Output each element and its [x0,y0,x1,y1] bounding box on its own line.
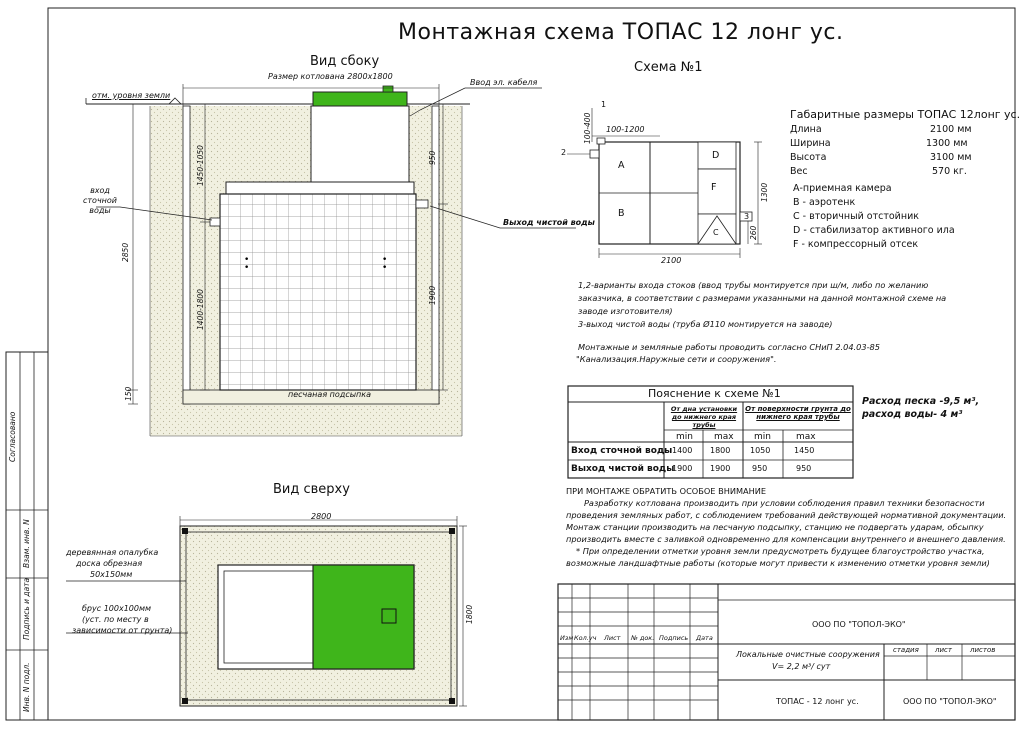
note-line-4: 3-выход чистой воды (труба Ø110 монтируется на заводе) [578,319,833,329]
formwork-line-1: деревянная опалубка [66,548,159,557]
side-view [86,84,576,436]
row-outlet-v2: 1900 [710,464,731,473]
scheme-dim-260: 260 [749,225,758,240]
note-line-6: "Канализация.Наружные сети и сооружения". [576,354,777,364]
beam-line-1: брус 100х100мм [82,604,152,613]
attention-p6: возможные ландшафтные работы (которые могут привести к изменению отметки уровня земли) [566,558,990,568]
dim-1400-1800: 1400-1800 [196,289,205,330]
stamp-header-sign: Подпись [659,634,689,642]
dim-950: 950 [428,150,437,165]
spec-name-height: Высота [790,152,827,163]
explain-table-title: Пояснение к схеме №1 [648,387,781,400]
clean-outlet-label: Выход чистой воды [503,218,595,227]
row-outlet-v4: 950 [796,464,812,473]
beam-line-3: зависимости от грунта) [72,626,173,635]
flow-sand: Расход песка -9,5 м³, [862,396,980,407]
explain-group-2: От поверхности грунта до нижнего края трубы [745,405,851,421]
stamp-header-date: Дата [696,634,713,642]
scheme-dim-1300: 1300 [760,182,769,202]
stamp-header-doc: № док. [631,634,655,642]
legend-b: В - аэротенк [793,197,856,208]
top-dim-1800: 1800 [465,604,474,624]
row-outlet-label: Выход чистой воды [571,464,675,474]
side-stamp-agreed: Согласовано [8,411,17,462]
ground-mark-label: отм. уровня земли [92,91,171,100]
stamp-header-izm: Изм [560,634,574,642]
stamp-stage: стадия [893,646,919,654]
top-green-lid [313,565,414,669]
beam-line-2: (уст. по месту в [82,615,149,624]
tank-body-side [220,194,416,390]
stamp-work-line-2: V= 2,2 м³/ сут [772,662,831,671]
sub-min-1: min [676,432,693,442]
spec-value-height: 3100 мм [930,152,972,163]
formwork-line-3: 50х150мм [90,570,133,579]
svg-text:•: • [382,255,388,265]
tank-neck [311,106,409,182]
page-title: Монтажная схема ТОПАС 12 лонг ус. [398,20,844,45]
stamp-header-kol: Кол.уч [574,634,597,642]
row-inlet-v2: 1800 [710,446,731,455]
compartment-c: C [713,228,719,237]
compartment-f: F [711,182,717,193]
scheme-label-3: 3 [744,212,750,221]
scheme-label-1: 1 [601,100,607,109]
scheme-dim-2100: 2100 [661,256,682,265]
dim-1450-1050: 1450-1050 [196,145,205,186]
compartment-a: A [618,160,625,171]
attention-p5: * При определении отметки уровня земли предусмотреть будущее благоустройство участка, [576,546,985,556]
row-outlet-v1: 1900 [672,464,693,473]
scheme-heading: Схема №1 [634,60,703,75]
note-line-5: Монтажные и земляные работы проводить согласно СНиП 2.04.03-85 [578,342,880,352]
legend-c: С - вторичный отстойник [793,211,919,222]
row-inlet-label: Вход сточной воды [571,446,673,456]
attention-p4: производить вместе с заливкой одновременно для компенсации внутреннего и внешнего давления. [566,534,1006,544]
spec-name-weight: Вес [790,166,808,177]
sand-bed-label: песчаная подсыпка [288,390,372,399]
stamp-work-line-1: Локальные очистные сооружения [736,650,880,659]
flow-water: расход воды- 4 м³ [862,409,963,420]
spec-value-weight: 570 кг. [932,166,967,177]
row-inlet-v1: 1400 [672,446,693,455]
spec-value-width: 1300 мм [926,138,968,149]
row-inlet-v3: 1050 [750,446,771,455]
spec-name-width: Ширина [790,138,831,149]
inlet-pipe [210,218,220,226]
compartment-d: D [712,150,720,161]
cable-inlet-label: Ввод эл. кабеля [470,78,538,87]
compartment-b: B [618,208,625,219]
tank-lid [313,92,407,106]
top-view-heading: Вид сверху [273,482,350,497]
sewage-inlet-label: вход сточной воды [82,186,117,215]
stamp-org: ООО ПО "ТОПОЛ-ЭКО" [812,620,906,629]
side-stamp-inv-replace: Взам. инв. N [22,519,31,568]
formwork-line-2: доска обрезная [76,559,143,568]
stamp-sheet: лист [935,646,952,654]
svg-text:•: • [382,263,388,273]
row-inlet-v4: 1450 [794,446,815,455]
spec-name-length: Длина [790,124,822,135]
sub-max-2: max [796,432,816,442]
svg-text:•: • [244,255,250,265]
stamp-sheets: листов [970,646,996,654]
sub-max-1: max [714,432,734,442]
scheme-1 [567,108,762,258]
legend-a: А-приемная камера [793,183,892,194]
outlet-pipe [416,200,428,208]
pit-size-label: Размер котлована 2800х1800 [268,72,393,81]
attention-p1: Разработку котлована производить при условии соблюдения правил техники безопасности [584,498,985,508]
dim-150: 150 [124,386,133,401]
scheme-dim-100-400: 100-400 [583,112,592,144]
dim-2850: 2850 [121,242,130,262]
stamp-product: ТОПАС - 12 лонг ус. [776,697,859,706]
top-dim-2800: 2800 [311,512,332,521]
side-stamp-sign-date: Подпись и дата [22,577,31,640]
scheme-dim-100-1200: 100-1200 [606,125,645,134]
svg-text:•: • [244,263,250,273]
sub-min-2: min [754,432,771,442]
attention-heading: ПРИ МОНТАЖЕ ОБРАТИТЬ ОСОБОЕ ВНИМАНИЕ [566,486,767,496]
side-view-heading: Вид сбоку [310,54,380,69]
row-outlet-v3: 950 [752,464,768,473]
dim-1900: 1900 [428,285,437,305]
legend-f: F - компрессорный отсек [793,239,919,250]
attention-p3: Монтаж станции производить на песчаную подсыпку, станцию не подвергать ударам, обсыпку [566,522,984,532]
attention-p2: проведения земляных работ, с соблюдением требований действующей нормативной документации. [566,510,1007,520]
specs-heading: Габаритные размеры ТОПАС 12лонг ус. [790,108,1021,121]
explain-group-1: От дна установки до нижнего края трубы [670,405,738,429]
side-stamp-inv-orig: Инв. N подл. [22,662,31,712]
spec-value-length: 2100 мм [930,124,972,135]
stamp-header-list: Лист [604,634,621,642]
note-line-2: заказчика, в соответствии с размерами указанными на данной монтажной схеме на [578,293,947,303]
stamp-org-2: ООО ПО "ТОПОЛ-ЭКО" [903,697,997,706]
legend-d: D - стабилизатор активного ила [793,225,955,236]
scheme-label-2: 2 [561,148,567,157]
note-line-3: заводе изготовителя) [578,306,673,316]
note-line-1: 1,2-варианты входа стоков (ввод трубы монтируется при ш/м, либо по желанию [578,280,929,290]
